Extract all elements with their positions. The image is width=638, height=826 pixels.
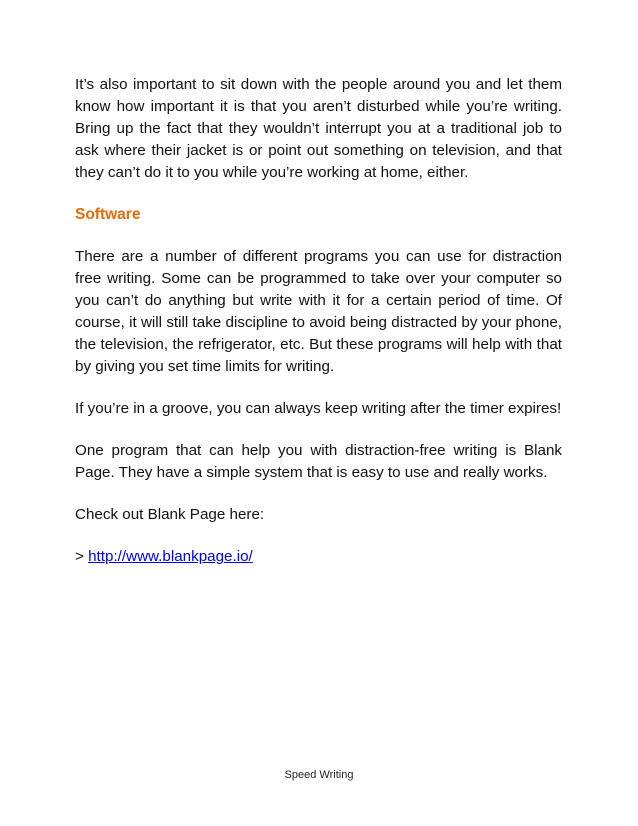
section-heading-software: Software <box>75 206 141 223</box>
check-out-paragraph: Check out Blank Page here: <box>75 506 265 523</box>
page-content <box>75 74 562 568</box>
link-prefix: > <box>75 548 84 565</box>
blankpage-link[interactable]: http://www.blankpage.io/ <box>88 548 253 565</box>
groove-paragraph: If you’re in a groove, you can always keep writing after the timer expires! <box>75 400 562 417</box>
link-row <box>75 546 562 568</box>
programs-paragraph: There are a number of different programs you can use for distraction free writing. Some can be programmed to take over your computer so you can’t do anything but write with it for a certain period of time. Of course, it will still take discipline to avoid being distracted by your phone, the television, the refrigerator, etc. But these programs will help with that by giving you set time limits for writing. <box>75 248 562 375</box>
spacer <box>75 226 562 246</box>
spacer <box>75 526 562 546</box>
blank-page-paragraph: One program that can help you with distraction-free writing is Blank Page. They have a simple system that is easy to use and really works. <box>75 442 562 481</box>
spacer <box>75 484 562 504</box>
intro-paragraph: It’s also important to sit down with the people around you and let them know how important it is that you aren’t disturbed while you’re writing. Bring up the fact that they wouldn’t interrupt you at a traditional job to ask where their jacket is or point out something on television, and that they can’t do it to you while you’re working at home, either. <box>75 76 562 181</box>
spacer <box>75 184 562 204</box>
page-footer: Speed Writing <box>284 769 354 781</box>
spacer <box>75 420 562 440</box>
spacer <box>75 378 562 398</box>
